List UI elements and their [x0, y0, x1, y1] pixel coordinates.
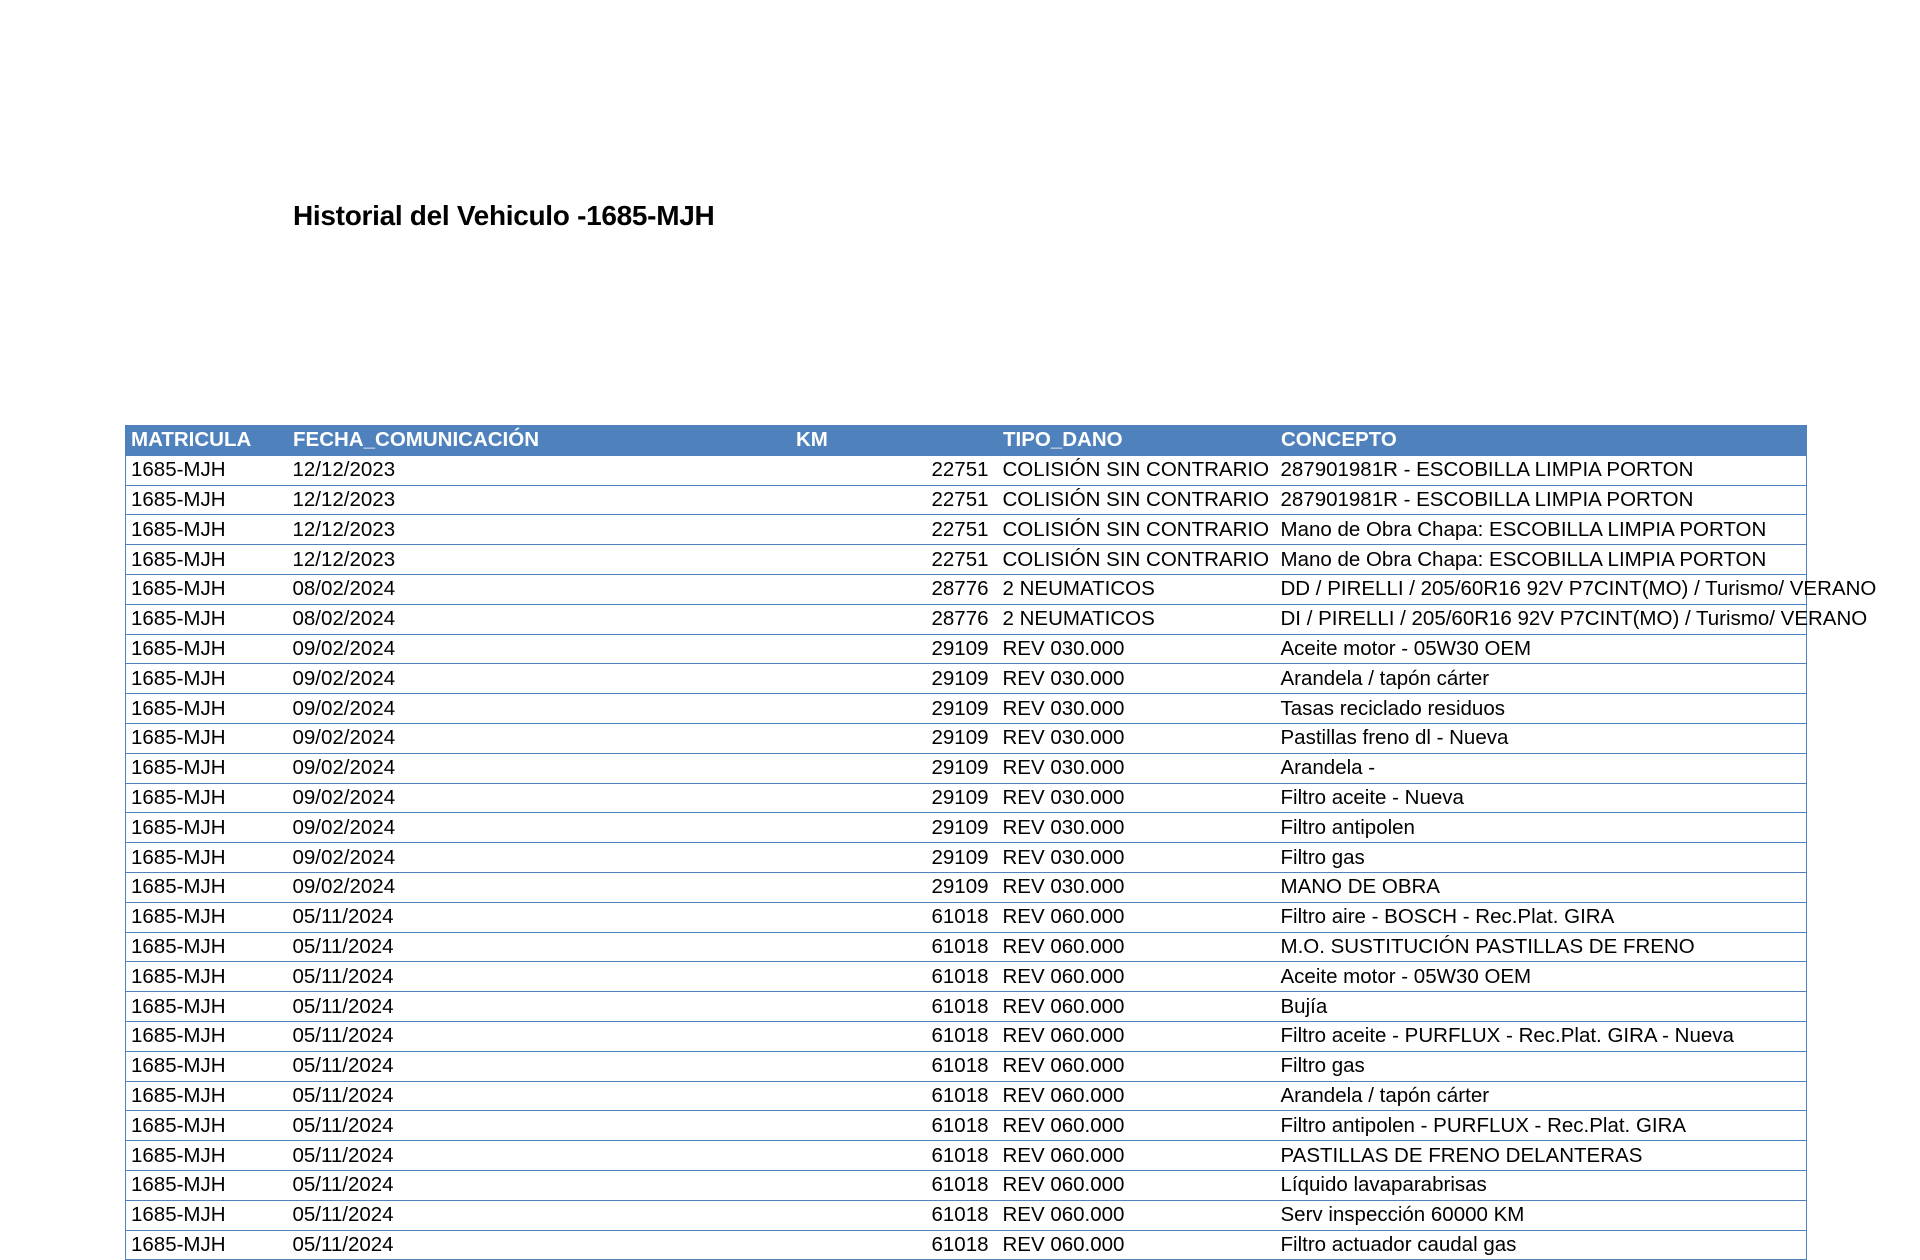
cell-km: 28776	[780, 604, 998, 634]
cell-matricula: 1685-MJH	[126, 1200, 288, 1230]
cell-fecha: 05/11/2024	[288, 932, 780, 962]
cell-concepto: Filtro gas	[1276, 843, 1807, 873]
table-row	[126, 694, 1807, 724]
table-row	[126, 1051, 1807, 1081]
table-row	[126, 992, 1807, 1022]
document-title: Historial del Vehiculo -1685-MJH	[293, 200, 715, 231]
cell-tipo-dano: REV 030.000	[998, 664, 1276, 694]
table-row	[126, 813, 1807, 843]
cell-tipo-dano: REV 030.000	[998, 813, 1276, 843]
cell-concepto: Filtro gas	[1276, 1051, 1807, 1081]
cell-concepto: PASTILLAS DE FRENO DELANTERAS	[1276, 1141, 1807, 1171]
cell-tipo-dano: REV 060.000	[998, 1200, 1276, 1230]
cell-matricula: 1685-MJH	[126, 932, 288, 962]
column-header-tipo-dano: TIPO_DANO	[998, 426, 1276, 456]
cell-matricula: 1685-MJH	[126, 1170, 288, 1200]
cell-fecha: 05/11/2024	[288, 1230, 780, 1260]
table-row	[126, 455, 1807, 485]
cell-fecha: 12/12/2023	[288, 515, 780, 545]
cell-fecha: 05/11/2024	[288, 1111, 780, 1141]
cell-fecha: 09/02/2024	[288, 813, 780, 843]
cell-concepto: Tasas reciclado residuos	[1276, 694, 1807, 724]
cell-matricula: 1685-MJH	[126, 1141, 288, 1171]
column-header-concepto: CONCEPTO	[1276, 426, 1807, 456]
cell-concepto: MANO DE OBRA	[1276, 872, 1807, 902]
cell-fecha: 08/02/2024	[288, 604, 780, 634]
cell-fecha: 05/11/2024	[288, 902, 780, 932]
table-header	[126, 426, 1807, 456]
cell-fecha: 05/11/2024	[288, 1051, 780, 1081]
cell-matricula: 1685-MJH	[126, 515, 288, 545]
cell-tipo-dano: COLISIÓN SIN CONTRARIO	[998, 545, 1276, 575]
cell-concepto: Filtro aceite - PURFLUX - Rec.Plat. GIRA - Nueva	[1276, 1021, 1807, 1051]
cell-fecha: 12/12/2023	[288, 455, 780, 485]
cell-concepto: DD / PIRELLI / 205/60R16 92V P7CINT(MO) / Turismo/ VERANO	[1276, 574, 1807, 604]
cell-tipo-dano: REV 030.000	[998, 843, 1276, 873]
table-row	[126, 545, 1807, 575]
cell-matricula: 1685-MJH	[126, 1081, 288, 1111]
cell-fecha: 09/02/2024	[288, 634, 780, 664]
table-row	[126, 1021, 1807, 1051]
cell-matricula: 1685-MJH	[126, 664, 288, 694]
table-row	[126, 1200, 1807, 1230]
cell-km: 61018	[780, 1081, 998, 1111]
cell-km: 29109	[780, 664, 998, 694]
cell-km: 29109	[780, 694, 998, 724]
cell-tipo-dano: REV 030.000	[998, 872, 1276, 902]
cell-concepto: Filtro actuador caudal gas	[1276, 1230, 1807, 1260]
column-header-fecha: FECHA_COMUNICACIÓN	[288, 426, 780, 456]
cell-tipo-dano: REV 060.000	[998, 902, 1276, 932]
cell-km: 61018	[780, 1021, 998, 1051]
table-row	[126, 1170, 1807, 1200]
cell-fecha: 09/02/2024	[288, 783, 780, 813]
cell-concepto: Líquido lavaparabrisas	[1276, 1170, 1807, 1200]
table-row	[126, 664, 1807, 694]
cell-tipo-dano: REV 030.000	[998, 694, 1276, 724]
cell-concepto: Arandela -	[1276, 753, 1807, 783]
cell-km: 29109	[780, 872, 998, 902]
cell-matricula: 1685-MJH	[126, 604, 288, 634]
cell-fecha: 09/02/2024	[288, 872, 780, 902]
column-header-matricula: MATRICULA	[126, 426, 288, 456]
cell-tipo-dano: REV 060.000	[998, 1021, 1276, 1051]
cell-matricula: 1685-MJH	[126, 545, 288, 575]
cell-km: 61018	[780, 992, 998, 1022]
cell-km: 61018	[780, 1200, 998, 1230]
cell-tipo-dano: 2 NEUMATICOS	[998, 604, 1276, 634]
cell-fecha: 09/02/2024	[288, 723, 780, 753]
cell-km: 61018	[780, 1170, 998, 1200]
table-row	[126, 515, 1807, 545]
cell-tipo-dano: REV 030.000	[998, 783, 1276, 813]
cell-concepto: 287901981R - ESCOBILLA LIMPIA PORTON	[1276, 485, 1807, 515]
cell-matricula: 1685-MJH	[126, 723, 288, 753]
cell-fecha: 05/11/2024	[288, 992, 780, 1022]
cell-matricula: 1685-MJH	[126, 872, 288, 902]
cell-matricula: 1685-MJH	[126, 962, 288, 992]
cell-km: 22751	[780, 485, 998, 515]
cell-concepto: Filtro antipolen	[1276, 813, 1807, 843]
cell-concepto: Filtro aire - BOSCH - Rec.Plat. GIRA	[1276, 902, 1807, 932]
vehicle-history-table	[125, 425, 1877, 1260]
table-row	[126, 1141, 1807, 1171]
cell-km: 61018	[780, 902, 998, 932]
cell-concepto: Mano de Obra Chapa: ESCOBILLA LIMPIA PORTON	[1276, 515, 1807, 545]
cell-km: 29109	[780, 753, 998, 783]
cell-matricula: 1685-MJH	[126, 813, 288, 843]
cell-concepto: M.O. SUSTITUCIÓN PASTILLAS DE FRENO	[1276, 932, 1807, 962]
cell-fecha: 09/02/2024	[288, 843, 780, 873]
cell-tipo-dano: REV 060.000	[998, 1141, 1276, 1171]
cell-tipo-dano: REV 060.000	[998, 1051, 1276, 1081]
cell-matricula: 1685-MJH	[126, 694, 288, 724]
cell-matricula: 1685-MJH	[126, 783, 288, 813]
cell-km: 61018	[780, 932, 998, 962]
cell-km: 61018	[780, 1141, 998, 1171]
cell-concepto: 287901981R - ESCOBILLA LIMPIA PORTON	[1276, 455, 1807, 485]
cell-fecha: 09/02/2024	[288, 694, 780, 724]
table-row	[126, 604, 1807, 634]
cell-concepto: DI / PIRELLI / 205/60R16 92V P7CINT(MO) / Turismo/ VERANO	[1276, 604, 1807, 634]
cell-tipo-dano: REV 060.000	[998, 1081, 1276, 1111]
cell-km: 61018	[780, 1051, 998, 1081]
table-row	[126, 574, 1807, 604]
header-row	[126, 426, 1807, 456]
cell-km: 28776	[780, 574, 998, 604]
table-row	[126, 723, 1807, 753]
table-row	[126, 1230, 1807, 1260]
cell-concepto: Arandela / tapón cárter	[1276, 664, 1807, 694]
cell-tipo-dano: REV 060.000	[998, 1230, 1276, 1260]
table-row	[126, 872, 1807, 902]
cell-km: 29109	[780, 723, 998, 753]
cell-fecha: 05/11/2024	[288, 1021, 780, 1051]
cell-tipo-dano: REV 030.000	[998, 753, 1276, 783]
table-row	[126, 843, 1807, 873]
cell-matricula: 1685-MJH	[126, 992, 288, 1022]
cell-tipo-dano: COLISIÓN SIN CONTRARIO	[998, 485, 1276, 515]
cell-fecha: 05/11/2024	[288, 1141, 780, 1171]
cell-concepto: Pastillas freno dl - Nueva	[1276, 723, 1807, 753]
cell-tipo-dano: COLISIÓN SIN CONTRARIO	[998, 515, 1276, 545]
cell-matricula: 1685-MJH	[126, 1051, 288, 1081]
cell-km: 22751	[780, 455, 998, 485]
cell-km: 61018	[780, 962, 998, 992]
cell-fecha: 05/11/2024	[288, 962, 780, 992]
cell-matricula: 1685-MJH	[126, 485, 288, 515]
cell-km: 29109	[780, 843, 998, 873]
cell-fecha: 05/11/2024	[288, 1081, 780, 1111]
cell-km: 61018	[780, 1111, 998, 1141]
cell-matricula: 1685-MJH	[126, 634, 288, 664]
table-row	[126, 932, 1807, 962]
cell-fecha: 05/11/2024	[288, 1200, 780, 1230]
cell-fecha: 09/02/2024	[288, 753, 780, 783]
cell-tipo-dano: REV 060.000	[998, 1111, 1276, 1141]
cell-concepto: Serv inspección 60000 KM	[1276, 1200, 1807, 1230]
cell-tipo-dano: REV 060.000	[998, 992, 1276, 1022]
column-header-km: KM	[780, 426, 998, 456]
table-row	[126, 1111, 1807, 1141]
cell-matricula: 1685-MJH	[126, 753, 288, 783]
cell-concepto: Aceite motor - 05W30 OEM	[1276, 962, 1807, 992]
table-row	[126, 634, 1807, 664]
cell-matricula: 1685-MJH	[126, 455, 288, 485]
cell-tipo-dano: REV 060.000	[998, 932, 1276, 962]
cell-tipo-dano: REV 060.000	[998, 1170, 1276, 1200]
cell-tipo-dano: 2 NEUMATICOS	[998, 574, 1276, 604]
table-row	[126, 753, 1807, 783]
cell-km: 29109	[780, 634, 998, 664]
cell-km: 61018	[780, 1230, 998, 1260]
cell-concepto: Filtro aceite - Nueva	[1276, 783, 1807, 813]
cell-matricula: 1685-MJH	[126, 574, 288, 604]
cell-matricula: 1685-MJH	[126, 1230, 288, 1260]
table-body	[126, 455, 1877, 1260]
cell-tipo-dano: REV 030.000	[998, 723, 1276, 753]
cell-tipo-dano: COLISIÓN SIN CONTRARIO	[998, 455, 1276, 485]
cell-km: 22751	[780, 545, 998, 575]
cell-tipo-dano: REV 060.000	[998, 962, 1276, 992]
table-row	[126, 1081, 1807, 1111]
cell-km: 29109	[780, 813, 998, 843]
cell-concepto: Aceite motor - 05W30 OEM	[1276, 634, 1807, 664]
cell-fecha: 05/11/2024	[288, 1170, 780, 1200]
table-row	[126, 902, 1807, 932]
cell-matricula: 1685-MJH	[126, 843, 288, 873]
cell-tipo-dano: REV 030.000	[998, 634, 1276, 664]
cell-fecha: 12/12/2023	[288, 485, 780, 515]
cell-concepto: Bujía	[1276, 992, 1807, 1022]
cell-concepto: Filtro antipolen - PURFLUX - Rec.Plat. GIRA	[1276, 1111, 1807, 1141]
cell-km: 22751	[780, 515, 998, 545]
cell-matricula: 1685-MJH	[126, 1111, 288, 1141]
cell-fecha: 09/02/2024	[288, 664, 780, 694]
cell-matricula: 1685-MJH	[126, 1021, 288, 1051]
cell-fecha: 12/12/2023	[288, 545, 780, 575]
table-row	[126, 962, 1807, 992]
table-row	[126, 485, 1807, 515]
cell-km: 29109	[780, 783, 998, 813]
cell-concepto: Mano de Obra Chapa: ESCOBILLA LIMPIA PORTON	[1276, 545, 1807, 575]
cell-matricula: 1685-MJH	[126, 902, 288, 932]
cell-fecha: 08/02/2024	[288, 574, 780, 604]
table-row	[126, 783, 1807, 813]
cell-concepto: Arandela / tapón cárter	[1276, 1081, 1807, 1111]
